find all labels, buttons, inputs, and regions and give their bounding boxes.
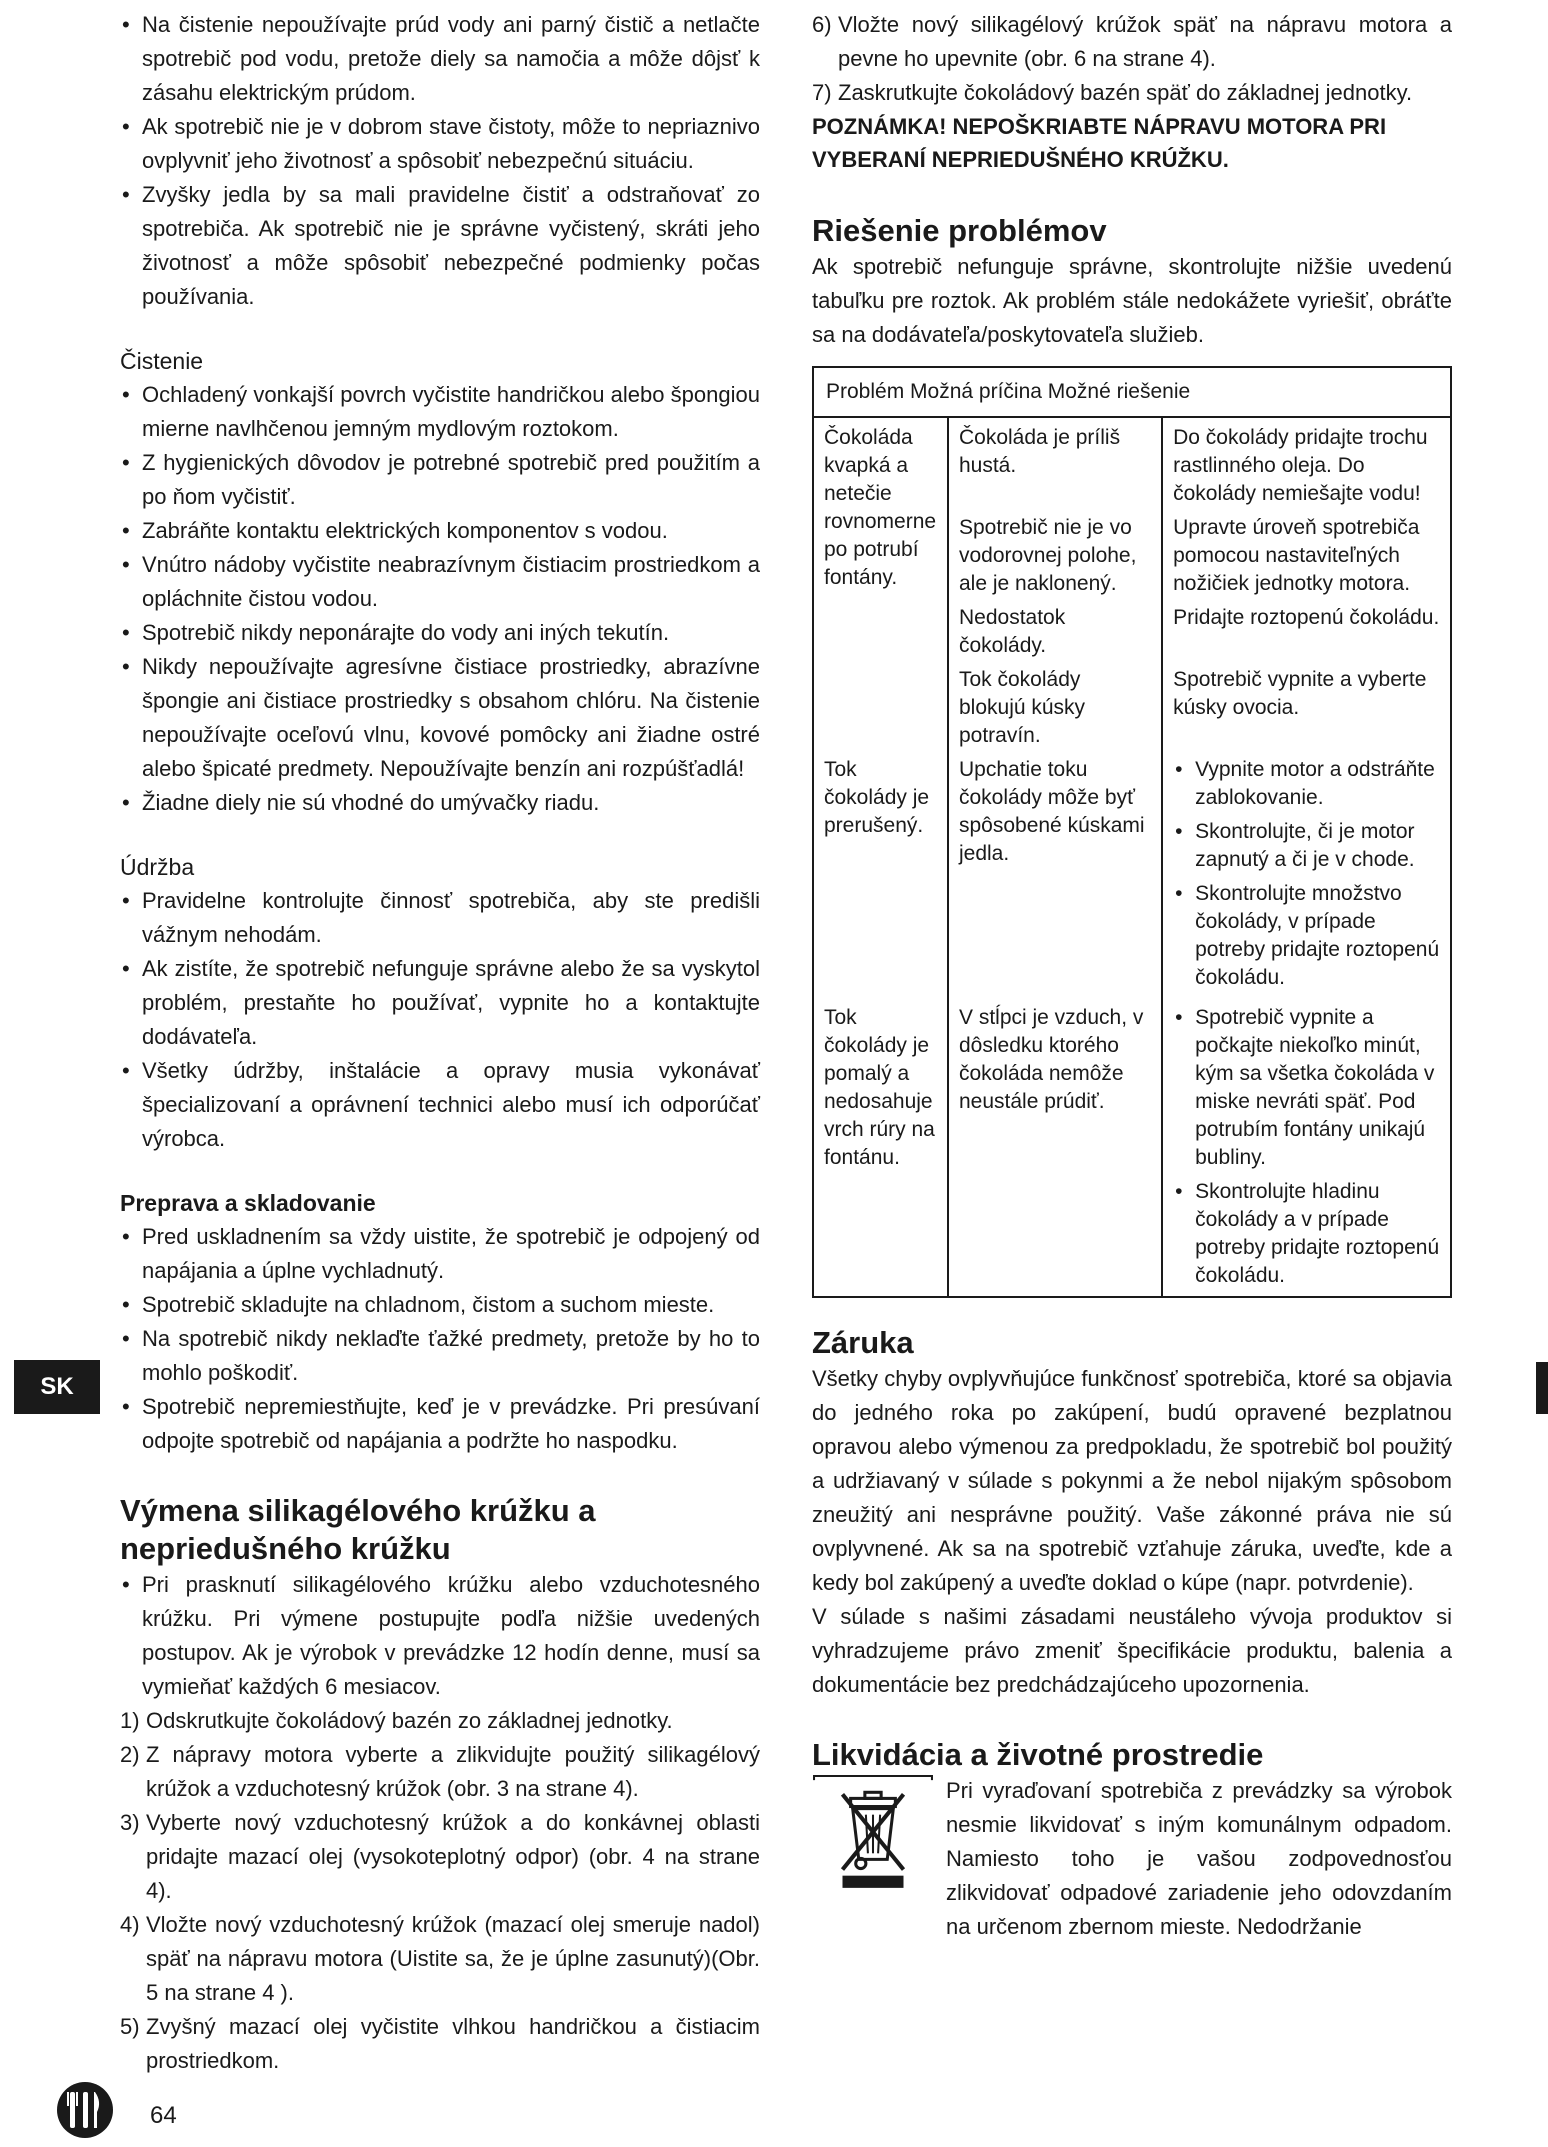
cause-cell: Upchatie toku čokolády môže byť spôsobené kúskami jedla. <box>948 750 1162 998</box>
list-item: • Ak spotrebič nie je v dobrom stave čistoty, môže to nepriaznivo ovplyvniť jeho životnosť a spôsobiť nebezpečnú situáciu. <box>120 110 760 178</box>
step-text: Odskrutkujte čokoládový bazén zo základnej jednotky. <box>146 1708 673 1733</box>
cutlery-logo-icon <box>50 2080 120 2140</box>
step-number: 2) <box>120 1742 140 1767</box>
list-item: • Z hygienických dôvodov je potrebné spotrebič pred použitím a po ňom vyčistiť. <box>120 446 760 514</box>
replacement-steps-continued <box>812 8 1452 110</box>
cause-cell: Spotrebič nie je vo vodorovnej polohe, ale je naklonený. <box>948 508 1162 598</box>
problem-cell <box>813 417 948 750</box>
list-item: • Spotrebič skladujte na chladnom, čistom a suchom mieste. <box>120 1288 760 1322</box>
list-item: • Pred uskladnením sa vždy uistite, že spotrebič je odpojený od napájania a úplne vychladnutý. <box>120 1220 760 1288</box>
cleaning-list <box>120 378 760 820</box>
solution-list <box>1173 756 1440 992</box>
list-item: • Spotrebič nikdy neponárajte do vody ani iných tekutín. <box>120 616 760 650</box>
step-text: Zvyšný mazací olej vyčistite vlhkou handričkou a čistiacim prostriedkom. <box>146 2014 760 2073</box>
warranty-heading: Záruka <box>812 1325 914 1360</box>
problem-cell: Tok čokolády je prerušený. <box>813 750 948 998</box>
transport-heading: Preprava a skladovanie <box>120 1190 376 1216</box>
intro-bullet-list <box>120 8 760 314</box>
list-item: • Zvyšky jedla by sa mali pravidelne čistiť a odstraňovať zo spotrebiča. Ak spotrebič nie je správne vyčistený, skráti jeho životnosť a môže spôsobiť nebezpečné podmienky počas používania. <box>120 178 760 314</box>
step-text: Vložte nový vzduchotesný krúžok (mazací olej smeruje nadol) späť na nápravu motora (Uistite sa, že je úplne zasunutý)(Obr. 5 na strane 4 ). <box>146 1912 760 2005</box>
step-number: 4) <box>120 1912 140 1937</box>
list-item: • Vypnite motor a odstráňte zablokovanie. <box>1173 756 1440 812</box>
replacement-steps <box>120 1704 760 2078</box>
warranty-paragraph: V súlade s našimi zásadami neustáleho vývoja produktov si vyhradzujeme právo zmeniť špecifikácie produktu, balenia a dokumentácie bez predchádzajúceho upozornenia. <box>812 1604 1452 1697</box>
list-item: • Pri prasknutí silikagélového krúžku alebo vzduchotesného krúžku. Pri výmene postupujte podľa nižšie uvedených postupov. Ak je výrobok v prevádzke 12 hodín denne, musí sa vymieňať každých 6 mesiacov. <box>120 1568 760 1704</box>
language-tab: SK <box>14 1360 100 1414</box>
list-item: • Ochladený vonkajší povrch vyčistite handričkou alebo špongiou mierne navlhčenou jemným mydlovým roztokom. <box>120 378 760 446</box>
list-item: • Skontrolujte hladinu čokolády a v prípade potreby pridajte roztopenú čokoládu. <box>1173 1178 1440 1290</box>
step-item <box>812 76 1452 110</box>
page-number: 64 <box>150 2102 177 2129</box>
list-item: • Všetky údržby, inštalácie a opravy musia vykonávať špecializovaní a oprávnení technici alebo musí ich odporúčať výrobca. <box>120 1054 760 1156</box>
problem-text: Čokoláda kvapká a netečie rovnomerne po potrubí fontány. <box>824 426 937 589</box>
solution-cell: Spotrebič vypnite a vyberte kúsky ovocia. <box>1162 660 1451 750</box>
solution-cell: Upravte úroveň spotrebiča pomocou nastaviteľných nožičiek jednotky motora. <box>1162 508 1451 598</box>
solution-list <box>1173 1004 1440 1290</box>
disposal-text: Pri vyraďovaní spotrebiča z prevádzky sa výrobok nesmie likvidovať s iným komunálnym odpadom. Namiesto toho je vašou zodpovednosťou zlikvidovať odpadové zariadenie jeho odovzdaním na určenom zbernom mieste. Nedodržanie <box>946 1778 1452 1939</box>
list-item: • Skontrolujte, či je motor zapnutý a či je v chode. <box>1173 818 1440 874</box>
list-item: • Skontrolujte množstvo čokolády, v prípade potreby pridajte roztopenú čokoládu. <box>1173 880 1440 992</box>
list-item: • Vnútro nádoby vyčistite neabrazívnym čistiacim prostriedkom a opláchnite čistou vodou. <box>120 548 760 616</box>
edge-marker <box>1536 1362 1548 1414</box>
list-item: • Pravidelne kontrolujte činnosť spotrebiča, aby ste predišli vážnym nehodám. <box>120 884 760 952</box>
step-item <box>120 1806 760 1908</box>
list-item: • Spotrebič vypnite a počkajte niekoľko minút, kým sa všetka čokoláda v miske nevráti späť. Pod potrubím fontány unikajú bubliny. <box>1173 1004 1440 1172</box>
step-item <box>120 2010 760 2078</box>
replacement-intro-list <box>120 1568 760 1704</box>
list-item: • Žiadne diely nie sú vhodné do umývačky riadu. <box>120 786 760 820</box>
step-number: 6) <box>812 12 832 37</box>
maintenance-list <box>120 884 760 1156</box>
list-item: • Zabráňte kontaktu elektrických komponentov s vodou. <box>120 514 760 548</box>
cleaning-heading: Čistenie <box>120 348 204 374</box>
step-number: 3) <box>120 1810 140 1835</box>
list-item: • Ak zistíte, že spotrebič nefunguje správne alebo že sa vyskytol problém, prestaňte ho používať, vypnite ho a kontaktujte dodávateľa. <box>120 952 760 1054</box>
list-item: • Nikdy nepoužívajte agresívne čistiace prostriedky, abrazívne špongie ani čistiace prostriedky s obsahom chlóru. Na čistenie nepoužívajte oceľovú vlnu, kovové pomôcky ani žiadne ostré alebo špicaté predmety. Nepoužívajte benzín ani rozpúšťadlá! <box>120 650 760 786</box>
solution-cell: Pridajte roztopenú čokoládu. <box>1162 598 1451 660</box>
replacement-heading: Výmena silikagélového krúžku a nepriedušného krúžku <box>120 1493 596 1566</box>
cause-cell: Tok čokolády blokujú kúsky potravín. <box>948 660 1162 750</box>
disposal-heading: Likvidácia a životné prostredie <box>812 1737 1264 1772</box>
troubleshooting-heading: Riešenie problémov <box>812 213 1107 248</box>
solution-cell: Do čokolády pridajte trochu rastlinného oleja. Do čokolády nemiešajte vodu! <box>1162 417 1451 508</box>
transport-list <box>120 1220 760 1458</box>
list-item: • Na spotrebič nikdy neklaďte ťažké predmety, pretože by ho to mohlo poškodiť. <box>120 1322 760 1390</box>
warranty-paragraph: Všetky chyby ovplyvňujúce funkčnosť spotrebiča, ktoré sa objavia do jedného roka po zakúpení, budú opravené bezplatnou opravou alebo výmenou za predpokladu, že spotrebič bol použitý a udržiavaný v súlade s pokynmi a že nebol nijakým spôsobom zneužitý ani nesprávne použitý. Vaše zákonné práva nie sú ovplyvnené. Ak sa na spotrebič vzťahuje záruka, uveďte, kde a kedy bol zakúpený a uveďte doklad o kúpe (napr. potvrdenie). <box>812 1366 1452 1595</box>
troubleshooting-intro: Ak spotrebič nefunguje správne, skontrolujte nižšie uvedenú tabuľku pre roztok. Ak problém stále nedokážete vyriešiť, obráťte sa na dodávateľa/poskytovateľa služieb. <box>812 254 1452 347</box>
step-number: 7) <box>812 80 832 105</box>
solution-cell <box>1162 998 1451 1297</box>
right-column <box>812 8 1452 1944</box>
step-item <box>120 1704 760 1738</box>
troubleshooting-table <box>812 366 1452 1298</box>
solution-cell <box>1162 750 1451 998</box>
note-warning: POZNÁMKA! NEPOŠKRIABTE NÁPRAVU MOTORA PRI VYBERANÍ NEPRIEDUŠNÉHO KRÚŽKU. <box>812 114 1387 172</box>
step-number: 1) <box>120 1708 140 1733</box>
cause-cell: V stĺpci je vzduch, v dôsledku ktorého čokoláda nemôže neustále prúdiť. <box>948 998 1162 1297</box>
list-item: • Spotrebič nepremiestňujte, keď je v prevádzke. Pri presúvaní odpojte spotrebič od napájania a podržte ho naspodku. <box>120 1390 760 1458</box>
list-item: • Na čistenie nepoužívajte prúd vody ani parný čistič a netlačte spotrebič pod vodu, pretože diely sa namočia a môže dôjsť k zásahu elektrickým prúdom. <box>120 8 760 110</box>
maintenance-heading: Údržba <box>120 854 195 880</box>
problem-cell: Tok čokolády je pomalý a nedosahuje vrch rúry na fontánu. <box>813 998 948 1297</box>
left-column <box>120 8 760 2078</box>
weee-bin-icon <box>812 1774 934 1896</box>
table-header: Problém Možná príčina Možné riešenie <box>813 367 1451 417</box>
disposal-block <box>812 1774 1452 1944</box>
cause-cell: Nedostatok čokolády. <box>948 598 1162 660</box>
step-text: Vložte nový silikagélový krúžok späť na nápravu motora a pevne ho upevnite (obr. 6 na strane 4). <box>838 12 1452 71</box>
step-item <box>120 1908 760 2010</box>
step-number: 5) <box>120 2014 140 2039</box>
step-text: Zaskrutkujte čokoládový bazén späť do základnej jednotky. <box>838 80 1413 105</box>
step-text: Z nápravy motora vyberte a zlikvidujte použitý silikagélový krúžok a vzduchotesný krúžok (obr. 3 na strane 4). <box>146 1742 760 1801</box>
step-item <box>812 8 1452 76</box>
step-item <box>120 1738 760 1806</box>
step-text: Vyberte nový vzduchotesný krúžok a do konkávnej oblasti pridajte mazací olej (vysokoteplotný odpor) (obr. 4 na strane 4). <box>146 1810 760 1903</box>
cause-cell: Čokoláda je príliš hustá. <box>948 417 1162 508</box>
